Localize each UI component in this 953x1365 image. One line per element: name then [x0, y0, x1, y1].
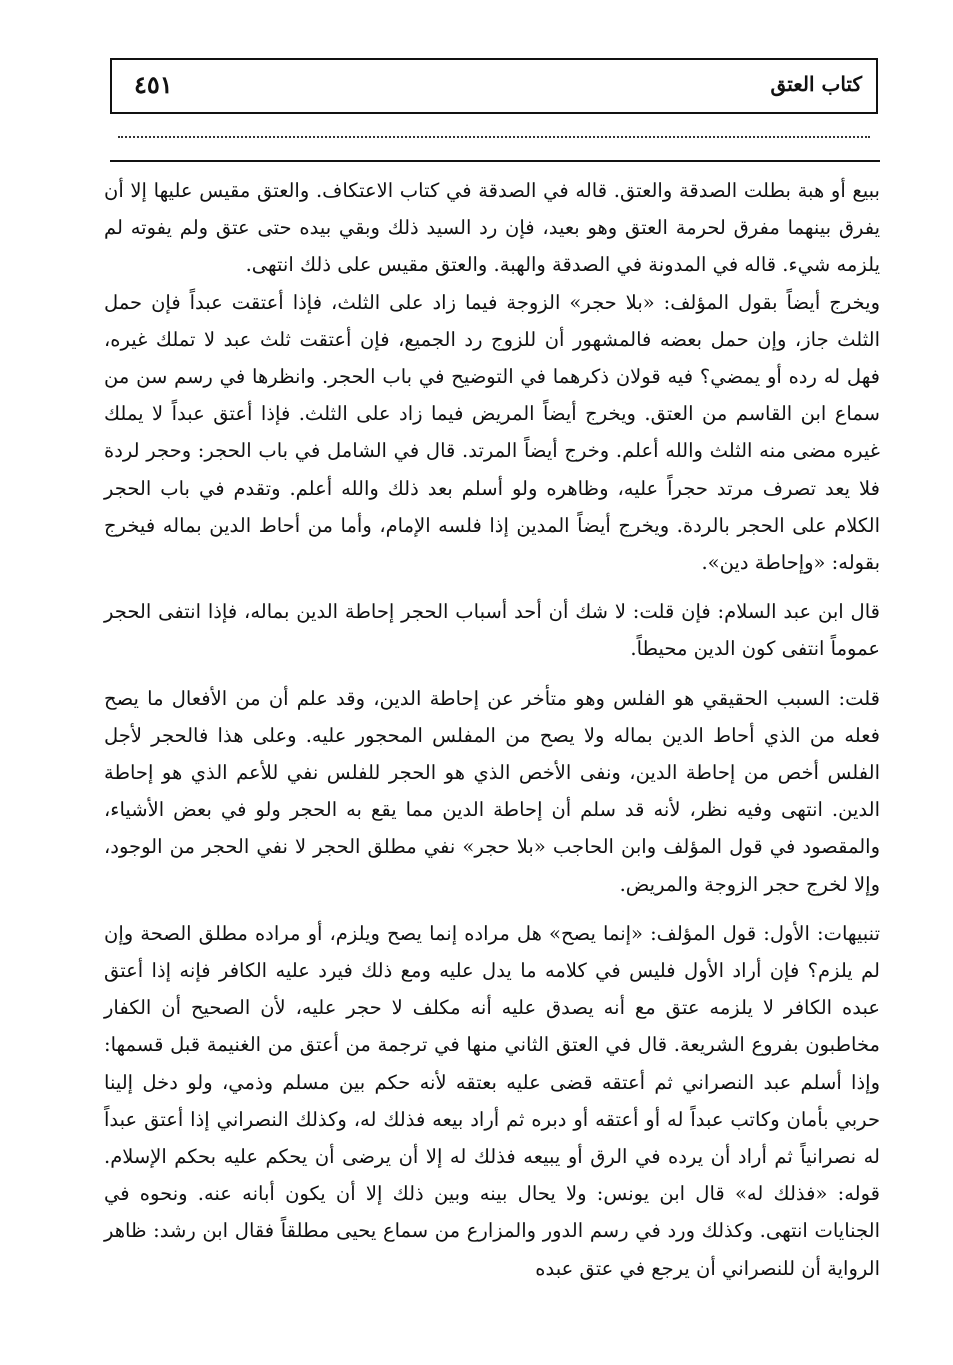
- running-title: كتاب العتق: [770, 72, 862, 96]
- page-header: [110, 58, 878, 114]
- paragraph: قال ابن عبد السلام: فإن قلت: لا شك أن أحد أسباب الحجر إحاطة الدين بماله، فإذا انتفى الحجر عموماً انتفى كون الدين محيطاً.: [104, 600, 880, 661]
- paragraph: ببيع أو هبة بطلت الصدقة والعتق. قاله في الصدقة في كتاب الاعتكاف. والعتق مقيس عليها إلا أن يفرق بينهما مفرق لحرمة العتق وهو بعيد، فإن رد السيد ذلك وبقي بيده حتى عتق ولم يفوته لم يلزمه شيء. قاله في المدونة في الصدقة والهبة. والعتق مقيس على ذلك انتهى.: [104, 179, 880, 277]
- dotted-separator: [118, 136, 870, 138]
- paragraph: تنبيهات: الأول: قول المؤلف: «إنما يصح» هل مراده إنما يصح ويلزم، أو مراده مطلق الصحة وإن لم يلزم؟ فإن أراد الأول فليس في كلامه ما يدل عليه ومع ذلك فيرد عليه الكافر فإنه إذا أعتق عبده الكافر لا يلزمه عتق مع أنه يصدق عليه أنه مكلف لا حجر عليه، لأن الصحيح أن الكفار مخاطبون بفروع الشريعة. قال في العتق الثاني منها في ترجمة من أعتق من الغنيمة قبل قسمها: وإذا أسلم عبد النصراني ثم أعتقه قضى عليه بعتقه لأنه حكم بين مسلم وذمي، ولو دخل إلينا حربي بأمان وكاتب عبداً له أو أعتقه أو دبره ثم أراد بيعه فذلك له، وكذلك النصراني إذا أعتق عبداً له نصرانياً ثم أراد أن يرده في الرق أو يبيعه فذلك له إلا أن يرضى أن يحكم عليه بحكم الإسلام. قوله: «فذلك له» قال ابن يونس: ولا يحال بينه وبين ذلك إلا أن يكون أبانه عنه. ونحوه في الجنايات انتهى. وكذلك ورد في رسم الدور والمزارع من سماع يحيى مطلقاً فقال ابن رشد: ظاهر الرواية أن للنصراني أن يرجع في عتق عبده: [104, 921, 880, 1280]
- horizontal-rule: [110, 160, 880, 162]
- body-text: [104, 172, 880, 1287]
- page-number: ٤٥١: [134, 70, 173, 99]
- paragraph: ويخرج أيضاً بقول المؤلف: «بلا حجر» الزوجة فيما زاد على الثلث، فإذا أعتقت عبداً فإن حمل الثلث جاز، وإن حمل بعضه فالمشهور أن للزوج رد الجميع، فإن أعتقت ثلث عبد لا تملك غيره، فهل له رده أو يمضي؟ فيه قولان ذكرهما في التوضيح في باب الحجر. وانظرها في رسم سن من سماع ابن القاسم من العتق. ويخرج أيضاً المريض فيما زاد على الثلث. فإذا أعتق عبداً لا يملك غيره مضى منه الثلث والله أعلم. وخرج أيضاً المرتد. قال في الشامل في باب الحجر: وحجر لردة فلا يعد تصرف مرتد حجراً عليه، وظاهره ولو أسلم بعد ذلك والله أعلم. وتقدم في باب الحجر الكلام على الحجر بالردة. ويخرج أيضاً المدين إذا فلسه الإمام، وأما من أحاط الدين بماله فيخرج بقوله: «وإحاطة دين».: [104, 290, 880, 575]
- paragraph: قلت: السبب الحقيقي هو الفلس وهو متأخر عن إحاطة الدين، وقد علم أن من الأفعال ما يصح فعله من الذي أحاط الدين بماله ولا يصح من المفلس المحجور عليه. وعلى هذا فالحجر لأجل الفلس أخص من إحاطة الدين، ونفى الأخص الذي هو الحجر للفلس نفي للأعم الذي هو إحاطة الدين. انتهى وفيه نظر، لأنه قد سلم أن إحاطة الدين مما يقع به الحجر ولو في بعض الأشياء، والمقصود في قول المؤلف وابن الحاجب «بلا حجر» نفي مطلق الحجر لا نفي الحجر من الوجود، وإلا لخرج حجر الزوجة والمريض.: [104, 686, 880, 896]
